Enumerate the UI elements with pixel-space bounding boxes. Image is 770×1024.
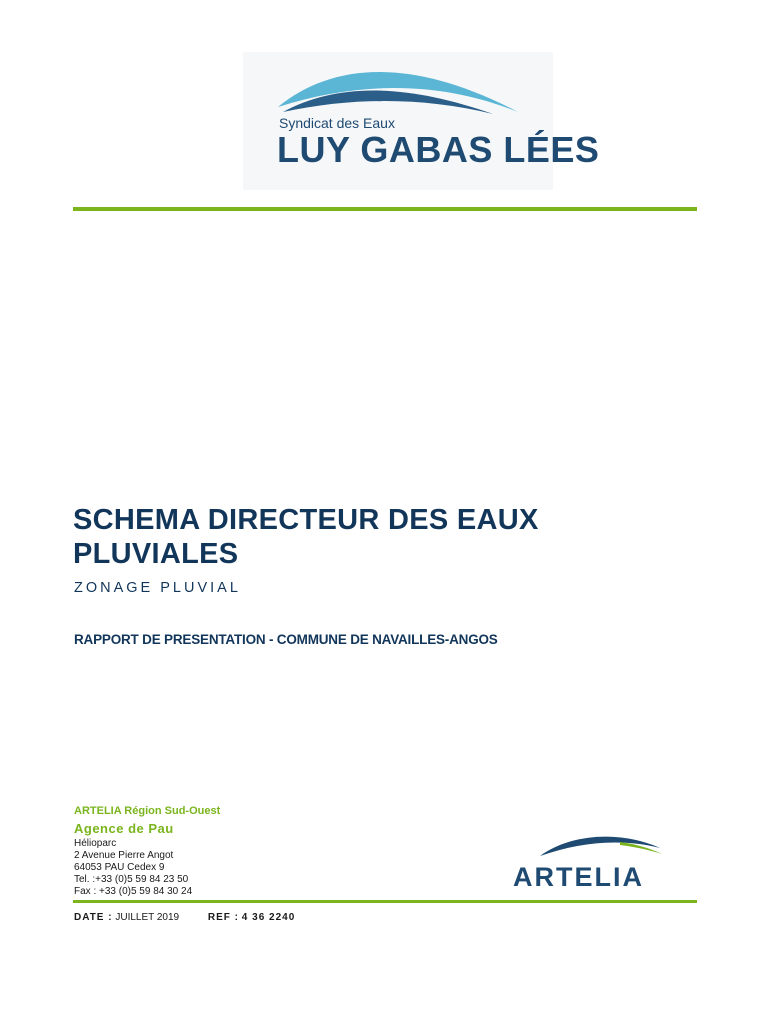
document-footer [74, 912, 295, 923]
agency-name: Agence de Pau [74, 821, 174, 836]
artelia-swoosh [540, 837, 660, 856]
address-line: 64053 PAU Cedex 9 [74, 862, 165, 873]
agency-address [74, 838, 192, 898]
report-heading: RAPPORT DE PRESENTATION - COMMUNE DE NAVAILLES-ANGOS [74, 632, 498, 647]
artelia-wordmark: ARTELIA [513, 862, 644, 892]
fax-line: Fax : +33 (0)5 59 84 30 24 [74, 886, 193, 897]
address-line: 2 Avenue Pierre Angot [74, 850, 174, 861]
company-region: ARTELIA Région Sud-Ouest [74, 805, 221, 817]
bottom-divider [73, 900, 697, 903]
phone-line: Tel. :+33 (0)5 59 84 23 50 [74, 874, 189, 885]
logo-line1: Syndicat des Eaux [279, 115, 395, 131]
top-divider [73, 207, 697, 211]
document-subtitle: ZONAGE PLUVIAL [74, 580, 241, 596]
date-value: JUILLET 2019 [115, 912, 180, 923]
date-label: DATE : [74, 912, 113, 923]
ref-label: REF : [207, 912, 240, 923]
ref-value: 4 36 2240 [241, 912, 296, 923]
document-title: SCHEMA DIRECTEUR DES EAUX PLUVIALES [73, 504, 539, 570]
address-line: Hélioparc [74, 838, 117, 849]
luy-gabas-lees-logo [243, 52, 600, 190]
artelia-logo [510, 828, 695, 890]
logo-line2: LUY GABAS LÉES [277, 129, 600, 170]
